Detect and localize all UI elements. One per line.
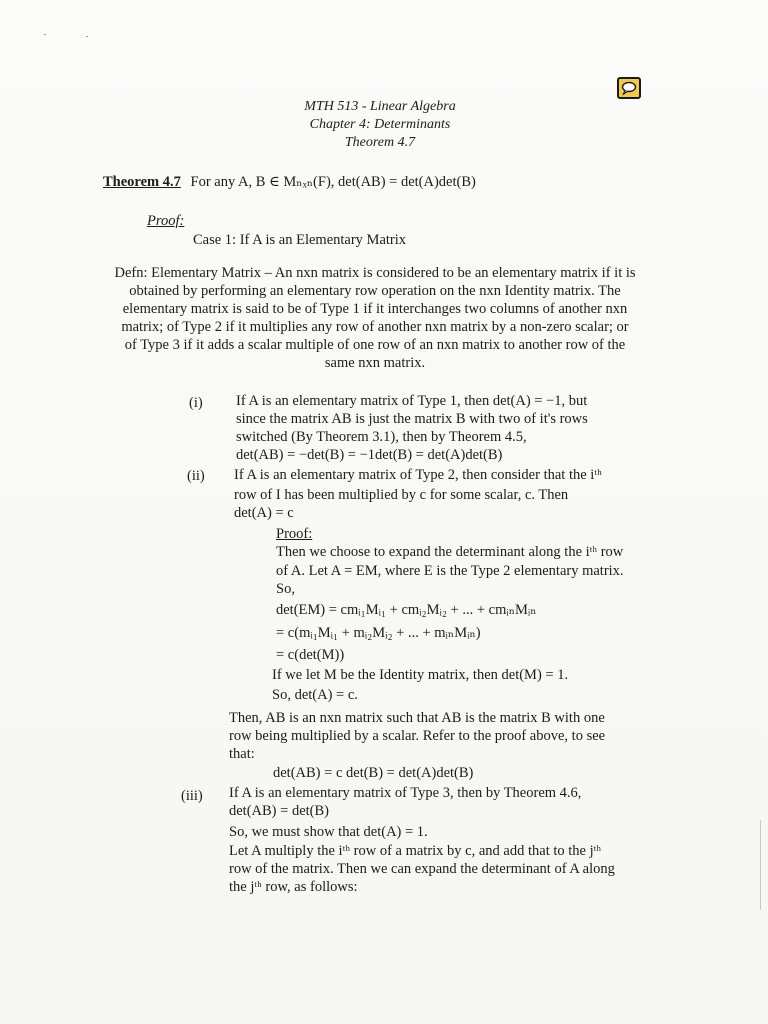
proof-heading: Proof: (147, 213, 185, 229)
item-line: So, we must show that det(A) = 1. (229, 824, 428, 840)
equation-line: det(EM) = cmᵢ₁Mᵢ₁ + cmᵢ₂Mᵢ₂ + ... + cmᵢₙMᵢₙ (276, 602, 537, 618)
item-line: the jᵗʰ row, as follows: (229, 879, 358, 895)
item-line: Let A multiply the iᵗʰ row of a matrix by c, and add that to the jᵗʰ (229, 843, 602, 859)
item-line: det(AB) = det(B) (229, 803, 329, 819)
item-line: row being multiplied by a scalar. Refer to the proof above, to see (229, 728, 606, 744)
item-line: Then, AB is an nxn matrix such that AB is the matrix B with one (229, 710, 605, 726)
scan-speck (44, 34, 46, 35)
definition-line: elementary matrix is said to be of Type 1 if it interchanges two columns of another nxn (122, 301, 628, 317)
theorem-statement (103, 173, 476, 191)
equation-line: det(AB) = c det(B) = det(A)det(B) (273, 765, 474, 781)
equation-line: = c(det(M)) (276, 647, 345, 663)
item-line: If A is an elementary matrix of Type 1, then det(A) = −1, but (236, 393, 588, 409)
item-i-label: (i) (189, 395, 203, 411)
subproof-line: of A. Let A = EM, where E is the Type 2 elementary matrix. (276, 563, 624, 579)
subproof-heading: Proof: (276, 526, 313, 542)
item-line: since the matrix AB is just the matrix B with two of it's rows (236, 411, 588, 427)
definition-line: of Type 3 if it adds a scalar multiple of one row of an nxn matrix to another row of the (124, 337, 626, 353)
theorem-label: Theorem 4.7 (103, 174, 181, 190)
document-header (240, 98, 520, 152)
item-line: row of the matrix. Then we can expand the determinant of A along (229, 861, 615, 877)
case-1-heading: Case 1: If A is an Elementary Matrix (193, 232, 407, 248)
item-line: If A is an elementary matrix of Type 2, then consider that the iᵗʰ (234, 467, 602, 483)
definition-line: matrix; of Type 2 if it multiplies any row of another nxn matrix by a non-zero scalar; or (121, 319, 629, 335)
item-line: det(A) = c (234, 505, 294, 521)
item-ii-label: (ii) (187, 468, 205, 484)
comment-icon[interactable] (617, 77, 641, 99)
subproof-line: If we let M be the Identity matrix, then det(M) = 1. (272, 667, 569, 683)
subproof-line: So, (276, 581, 295, 597)
scan-edge-mark (760, 820, 761, 910)
theorem-text: For any A, B ∈ Mₙₓₙ(F), det(AB) = det(A)det(B) (190, 174, 476, 190)
item-line: det(AB) = −det(B) = −1det(B) = det(A)det(B) (236, 447, 503, 463)
subproof-line: So, det(A) = c. (272, 687, 358, 703)
speech-bubble-icon (621, 81, 637, 95)
equation-line: = c(mᵢ₁Mᵢ₁ + mᵢ₂Mᵢ₂ + ... + mᵢₙMᵢₙ) (276, 625, 481, 641)
definition-line: same nxn matrix. (324, 355, 426, 371)
course-title: MTH 513 - Linear Algebra (304, 99, 456, 114)
subproof-line: Then we choose to expand the determinant along the iᵗʰ row (276, 544, 624, 560)
item-line: that: (229, 746, 255, 762)
item-line: If A is an elementary matrix of Type 3, then by Theorem 4.6, (229, 785, 582, 801)
chapter-title: Chapter 4: Determinants (309, 117, 451, 132)
definition-line: obtained by performing an elementary row operation on the nxn Identity matrix. The (129, 283, 621, 299)
item-iii-label: (iii) (181, 788, 203, 804)
item-line: row of I has been multiplied by c for some scalar, c. Then (234, 487, 569, 503)
scan-speck (86, 36, 88, 37)
theorem-title: Theorem 4.7 (344, 135, 416, 150)
definition-line: Defn: Elementary Matrix – An nxn matrix is considered to be an elementary matrix if it is (114, 265, 636, 281)
item-line: switched (By Theorem 3.1), then by Theorem 4.5, (236, 429, 527, 445)
